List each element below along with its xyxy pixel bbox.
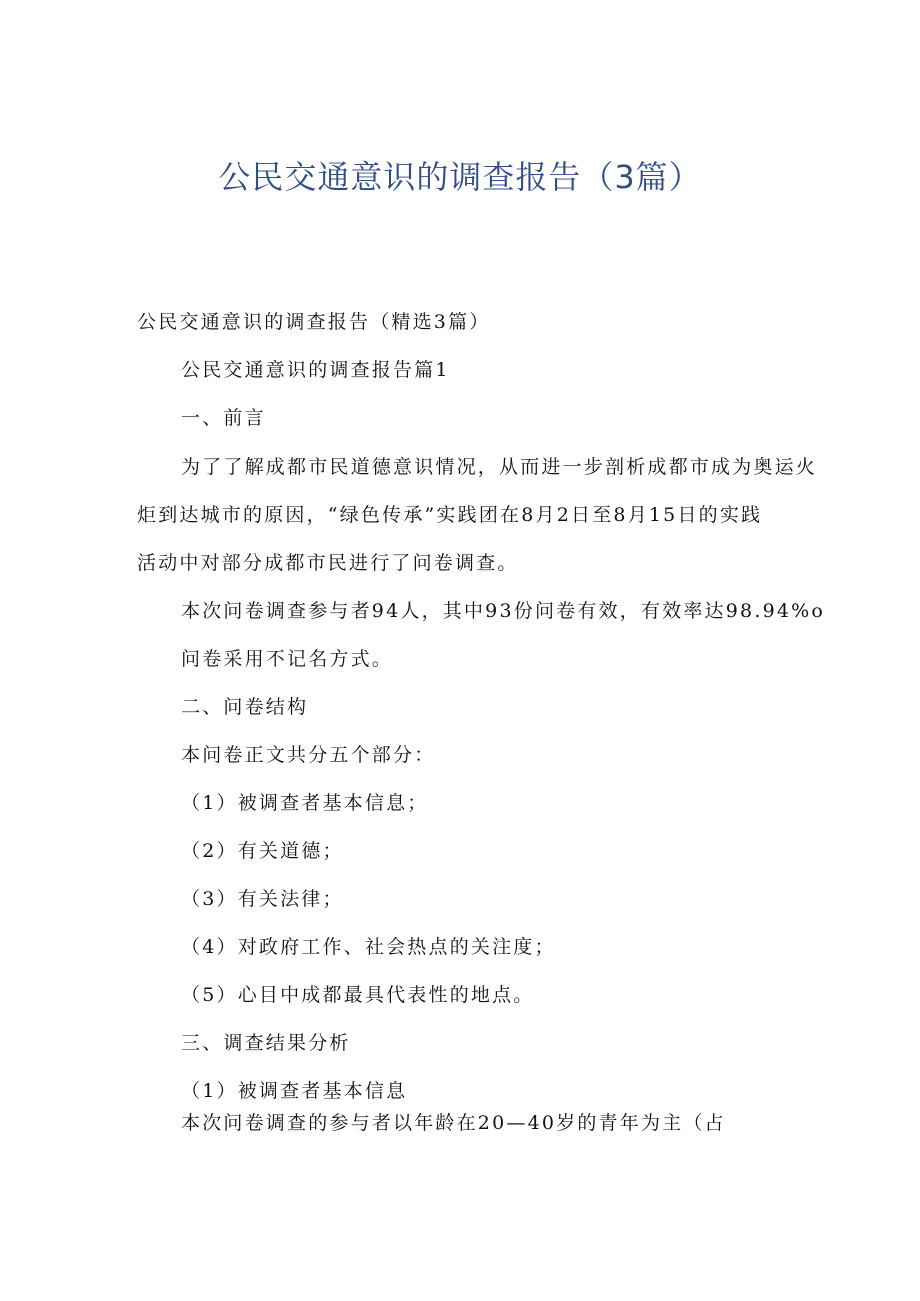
heading-preface: 一、前言 bbox=[181, 407, 266, 429]
list-item: （5）心目中成都最具代表性的地点。 bbox=[181, 984, 535, 1006]
paragraph-line: 活动中对部分成都市民进行了问卷调查。 bbox=[137, 552, 519, 574]
subtitle-line: 公民交通意识的调查报告（精选3篇） bbox=[137, 311, 491, 333]
paragraph-line: 本问卷正文共分五个部分： bbox=[181, 744, 436, 766]
paragraph-line: 问卷采用不记名方式。 bbox=[181, 648, 394, 670]
paragraph-line: 本次问卷调查的参与者以年龄在20—40岁的青年为主（占 bbox=[181, 1112, 726, 1134]
section-heading-part1: 公民交通意识的调查报告篇1 bbox=[181, 359, 450, 381]
paragraph-line: 炬到达城市的原因，“绿色传承”实践团在8月2日至8月15日的实践 bbox=[137, 504, 763, 526]
heading-structure: 二、问卷结构 bbox=[181, 696, 309, 718]
paragraph-line: 本次问卷调查参与者94人，其中93份问卷有效，有效率达98.94%o bbox=[181, 600, 826, 622]
heading-analysis: 三、调查结果分析 bbox=[181, 1032, 351, 1054]
list-item: （4）对政府工作、社会热点的关注度； bbox=[181, 936, 556, 958]
paragraph-line: 为了了解成都市民道德意识情况，从而进一步剖析成都市成为奥运火 bbox=[181, 456, 818, 478]
list-item: （1）被调查者基本信息； bbox=[181, 792, 429, 814]
list-item: （2）有关道德； bbox=[181, 840, 344, 862]
list-item: （3）有关法律； bbox=[181, 888, 344, 910]
document-title: 公民交通意识的调查报告（3篇） bbox=[218, 158, 702, 196]
subheading-basic-info: （1）被调查者基本信息 bbox=[181, 1080, 408, 1102]
